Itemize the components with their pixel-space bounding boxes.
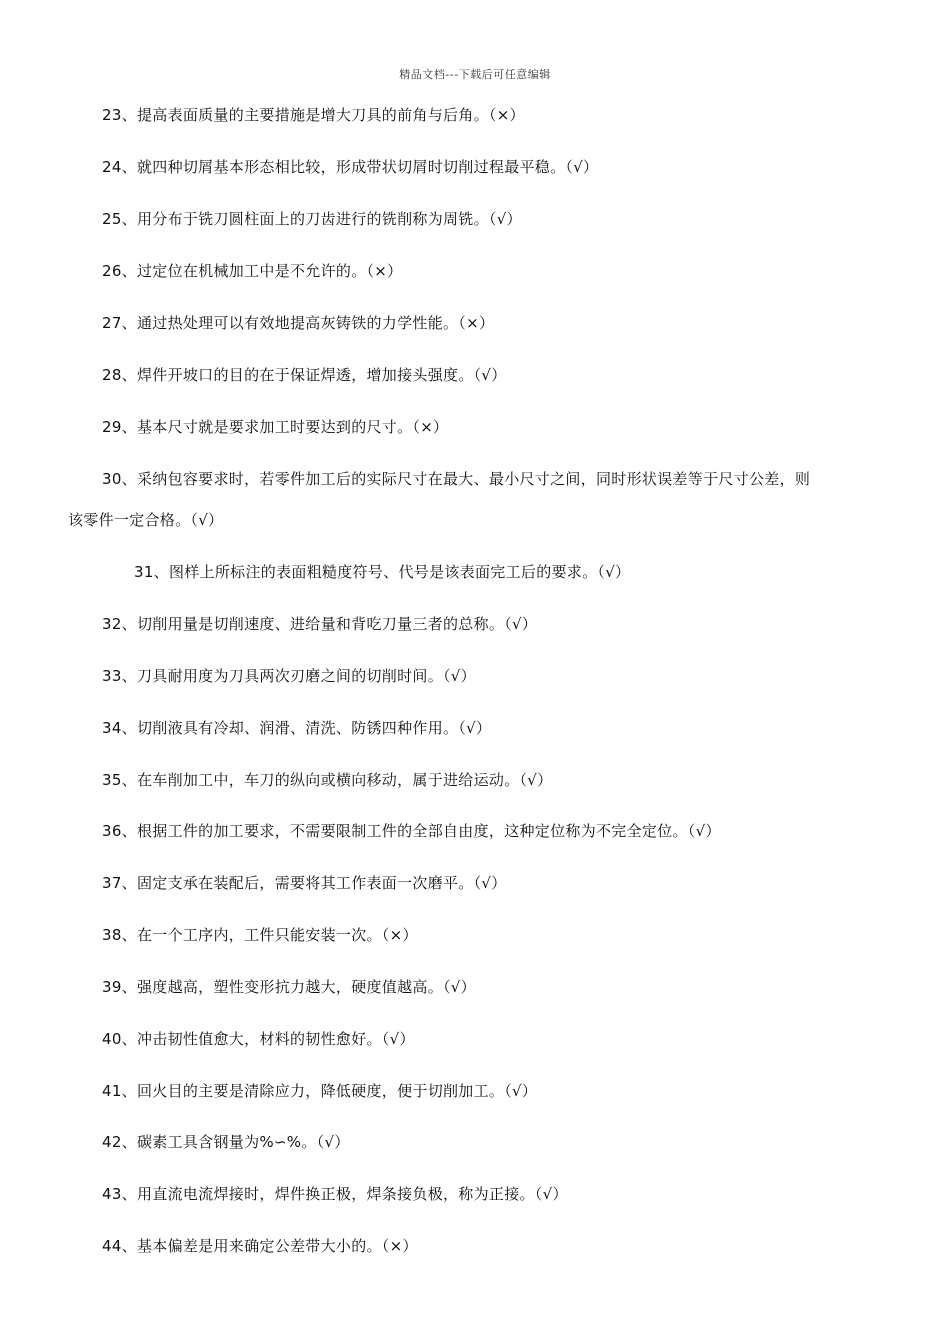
question-35: 35、在车削加工中，车刀的纵向或横向移动，属于进给运动。（√） — [102, 771, 553, 789]
question-40: 40、冲击韧性值愈大，材料的韧性愈好。（√） — [102, 1030, 415, 1048]
question-26: 26、过定位在机械加工中是不允许的。（×） — [102, 262, 403, 280]
question-42: 42、碳素工具含钢量为%∽%。（√） — [102, 1133, 350, 1151]
question-32: 32、切削用量是切削速度、进给量和背吃刀量三者的总称。（√） — [102, 615, 538, 633]
question-24: 24、就四种切屑基本形态相比较，形成带状切屑时切削过程最平稳。（√） — [102, 158, 599, 176]
question-29: 29、基本尺寸就是要求加工时要达到的尺寸。（×） — [102, 418, 449, 436]
question-23: 23、提高表面质量的主要措施是增大刀具的前角与后角。（×） — [102, 106, 525, 124]
question-34: 34、切削液具有冷却、润滑、清洗、防锈四种作用。（√） — [102, 719, 492, 737]
question-36: 36、根据工件的加工要求，不需要限制工件的全部自由度，这种定位称为不完全定位。（√） — [102, 822, 721, 840]
question-33: 33、刀具耐用度为刀具两次刃磨之间的切削时间。（√） — [102, 667, 476, 685]
page-header: 精品文档---下载后可任意编辑 — [399, 68, 551, 81]
question-27: 27、通过热处理可以有效地提高灰铸铁的力学性能。（×） — [102, 314, 495, 332]
question-44: 44、基本偏差是用来确定公差带大小的。（×） — [102, 1237, 418, 1255]
question-31: 31、图样上所标注的表面粗糙度符号、代号是该表面完工后的要求。（√） — [134, 563, 631, 581]
question-28: 28、焊件开坡口的目的在于保证焊透，增加接头强度。（√） — [102, 366, 507, 384]
question-43: 43、用直流电流焊接时，焊件换正极，焊条接负极，称为正接。（√） — [102, 1185, 568, 1203]
question-30-continued: 该零件一定合格。（√） — [68, 511, 224, 529]
question-25: 25、用分布于铣刀圆柱面上的刀齿进行的铣削称为周铣。（√） — [102, 210, 522, 228]
question-39: 39、强度越高，塑性变形抗力越大，硬度值越高。（√） — [102, 978, 476, 996]
question-41: 41、回火目的主要是清除应力，降低硬度，便于切削加工。（√） — [102, 1082, 538, 1100]
question-38: 38、在一个工序内，工件只能安装一次。（×） — [102, 926, 418, 944]
question-30: 30、采纳包容要求时，若零件加工后的实际尺寸在最大、最小尺寸之间，同时形状误差等于尺寸公差，则 — [102, 470, 811, 488]
question-37: 37、固定支承在装配后，需要将其工作表面一次磨平。（√） — [102, 874, 507, 892]
